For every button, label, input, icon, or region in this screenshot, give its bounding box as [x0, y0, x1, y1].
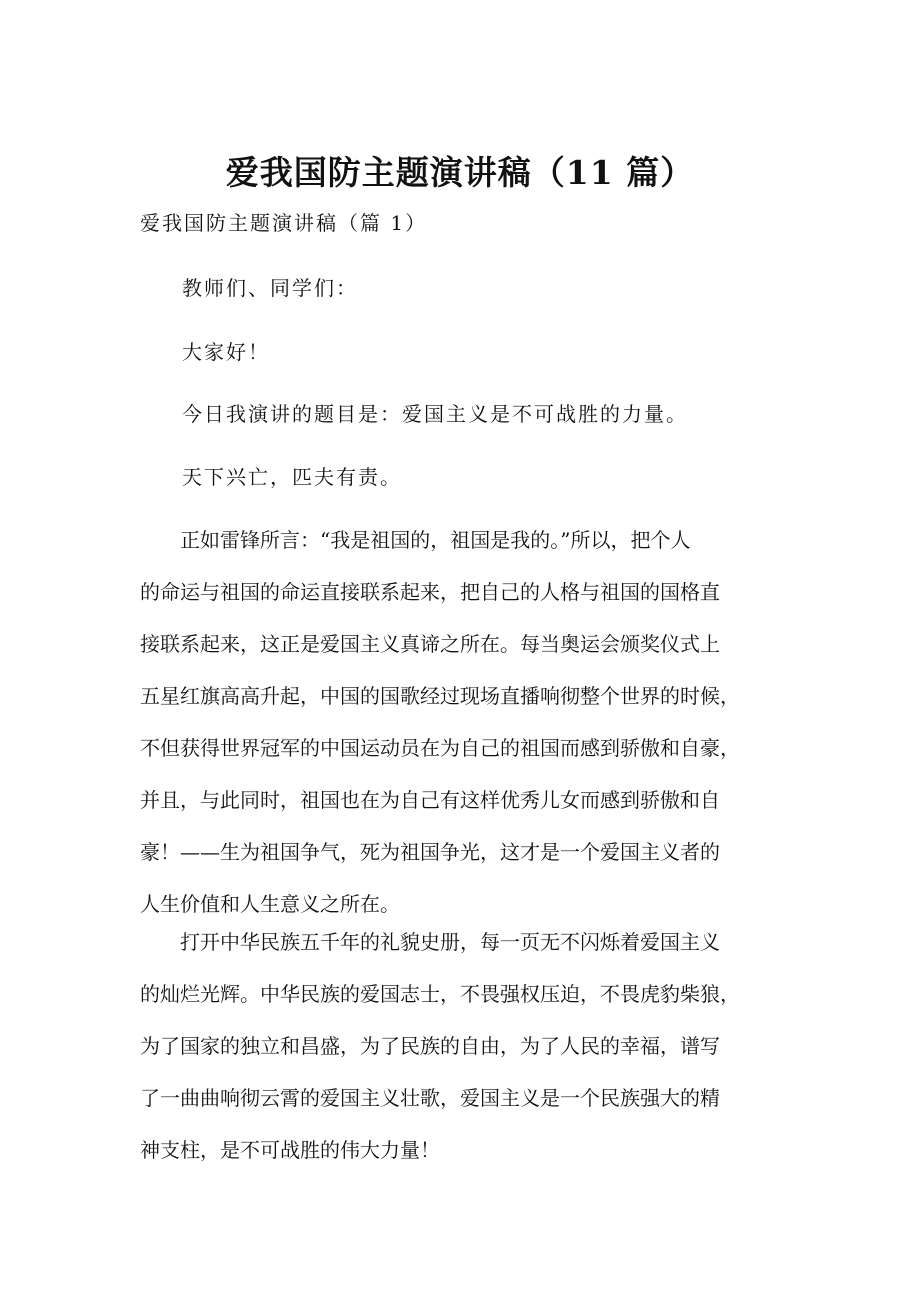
- paragraph-line: 豪！——生为祖国争气，死为祖国争光，这才是一个爱国主义者的: [140, 840, 720, 864]
- paragraph-line: 正如雷锋所言：“我是祖国的，祖国是我的。”所以，把个人: [140, 528, 691, 552]
- topic-line: 今日我演讲的题目是：爱国主义是不可战胜的力量。: [182, 402, 688, 426]
- paragraph-2: [140, 926, 800, 1186]
- paragraph-line: 为了国家的独立和昌盛，为了民族的自由，为了人民的幸福，谱写: [140, 1034, 720, 1058]
- paragraph-line: 五星红旗高高升起，中国的国歌经过现场直播响彻整个世界的时候，: [140, 684, 740, 708]
- paragraph-line: 并且，与此同时，祖国也在为自己有这样优秀儿女而感到骄傲和自: [140, 788, 720, 812]
- paragraph-line: 人生价值和人生意义之所在。: [140, 892, 400, 916]
- paragraph-line: 神支柱，是不可战胜的伟大力量！: [140, 1138, 440, 1162]
- paragraph-line: 打开中华民族五千年的礼貌史册，每一页无不闪烁着爱国主义: [140, 930, 720, 954]
- proverb-line: 天下兴亡，匹夫有责。: [182, 465, 402, 489]
- greeting-line: 教师们、同学们：: [182, 276, 358, 300]
- paragraph-line: 的灿烂光辉。中华民族的爱国志士，不畏强权压迫，不畏虎豹柴狼，: [140, 982, 740, 1006]
- section-subtitle: 爱我国防主题演讲稿（篇 1）: [140, 211, 428, 235]
- paragraph-line: 的命运与祖国的命运直接联系起来，把自己的人格与祖国的国格直: [140, 580, 720, 604]
- paragraph-1: [140, 524, 800, 940]
- paragraph-line: 接联系起来，这正是爱国主义真谛之所在。每当奥运会颁奖仪式上: [140, 632, 720, 656]
- document-title: 爱我国防主题演讲稿（11 篇）: [225, 153, 695, 192]
- hello-line: 大家好！: [182, 340, 270, 364]
- paragraph-line: 了一曲曲响彻云霄的爱国主义壮歌，爱国主义是一个民族强大的精: [140, 1086, 720, 1110]
- paragraph-line: 不但获得世界冠军的中国运动员在为自己的祖国而感到骄傲和自豪，: [140, 736, 740, 760]
